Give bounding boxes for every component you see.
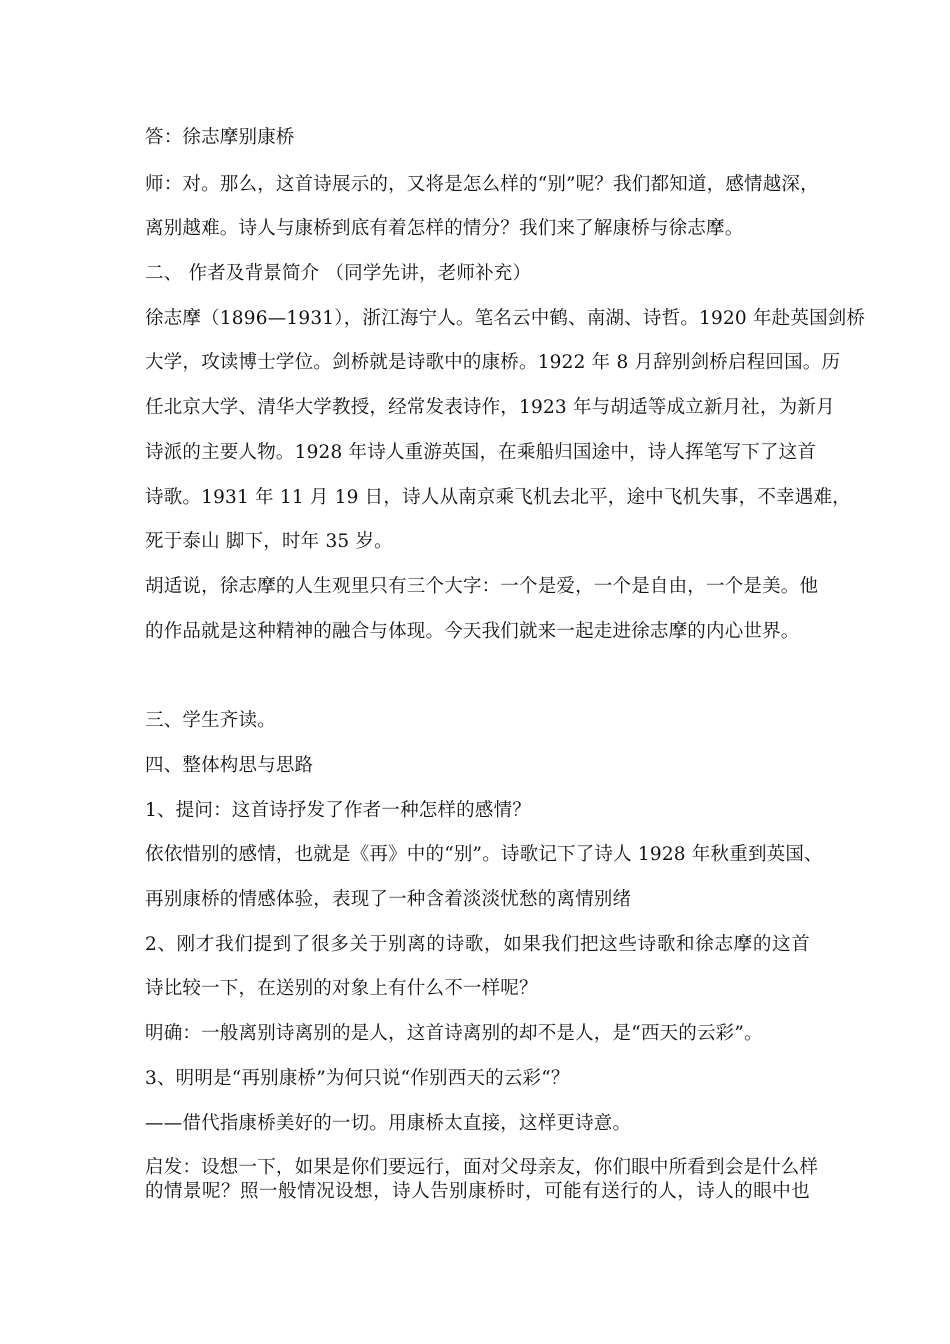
answer-line: ——借代指康桥美好的一切。用康桥太直接，这样更诗意。 — [145, 1113, 632, 1134]
paragraph-line: 死于泰山 脚下，时年 35 岁。 — [145, 531, 393, 552]
paragraph-line: 诗派的主要人物。1928 年诗人重游英国，在乘船归国途中，诗人挥笔写下了这首 — [145, 442, 817, 463]
paragraph-line: 大学，攻读博士学位。剑桥就是诗歌中的康桥。1922 年 8 月辞别剑桥启程回国。历 — [145, 352, 841, 373]
paragraph-line: 的作品就是这种精神的融合与体现。今天我们就来一起走进徐志摩的内心世界。 — [145, 621, 800, 642]
paragraph-line: 徐志摩（1896—1931），浙江海宁人。笔名云中鹤、南湖、诗哲。1920 年赴英国剑桥 — [145, 308, 866, 329]
answer-line: 明确：一般离别诗离别的是人，这首诗离别的却不是人，是“西天的云彩”。 — [145, 1023, 763, 1044]
teacher-line: 师：对。那么，这首诗展示的，又将是怎么样的“别”呢？我们都知道，感情越深， — [145, 174, 819, 195]
question-line: 3、明明是“再别康桥”为何只说“作别西天的云彩“？ — [145, 1068, 570, 1089]
question-line: 诗比较一下，在送别的对象上有什么不一样呢？ — [145, 978, 538, 999]
paragraph-line: 离别越难。诗人与康桥到底有着怎样的情分？我们来了解康桥与徐志摩。 — [145, 218, 744, 239]
question-line: 1、提问：这首诗抒发了作者一种怎样的感情？ — [145, 800, 531, 821]
paragraph-line: 启发：设想一下，如果是你们要远行，面对父母亲友，你们眼中所看到会是什么样 — [145, 1157, 819, 1178]
answer-line: 答：徐志摩别康桥 — [145, 127, 295, 148]
section-heading: 三、学生齐读。 — [145, 710, 276, 731]
paragraph-line: 依依惜别的感情，也就是《再》中的“别”。诗歌记下了诗人 1928 年秋重到英国、 — [145, 844, 823, 865]
section-heading: 四、整体构思与思路 — [145, 755, 314, 776]
paragraph-line: 诗歌。1931 年 11 月 19 日，诗人从南京乘飞机去北平，途中飞机失事，不幸遇难， — [145, 487, 851, 508]
section-heading: 二、 作者及背景简介 （同学先讲，老师补充） — [145, 263, 532, 284]
paragraph-line: 任北京大学、清华大学教授，经常发表诗作，1923 年与胡适等成立新月社，为新月 — [145, 397, 835, 418]
paragraph-line: 再别康桥的情感体验，表现了一种含着淡淡忧愁的离情别绪 — [145, 889, 632, 910]
question-line: 2、刚才我们提到了很多关于别离的诗歌，如果我们把这些诗歌和徐志摩的这首 — [145, 934, 810, 955]
paragraph-line: 胡适说，徐志摩的人生观里只有三个大字：一个是爱，一个是自由，一个是美。他 — [145, 576, 819, 597]
paragraph-line: 的情景呢？照一般情况设想，诗人告别康桥时，可能有送行的人，诗人的眼中也 — [145, 1181, 810, 1202]
